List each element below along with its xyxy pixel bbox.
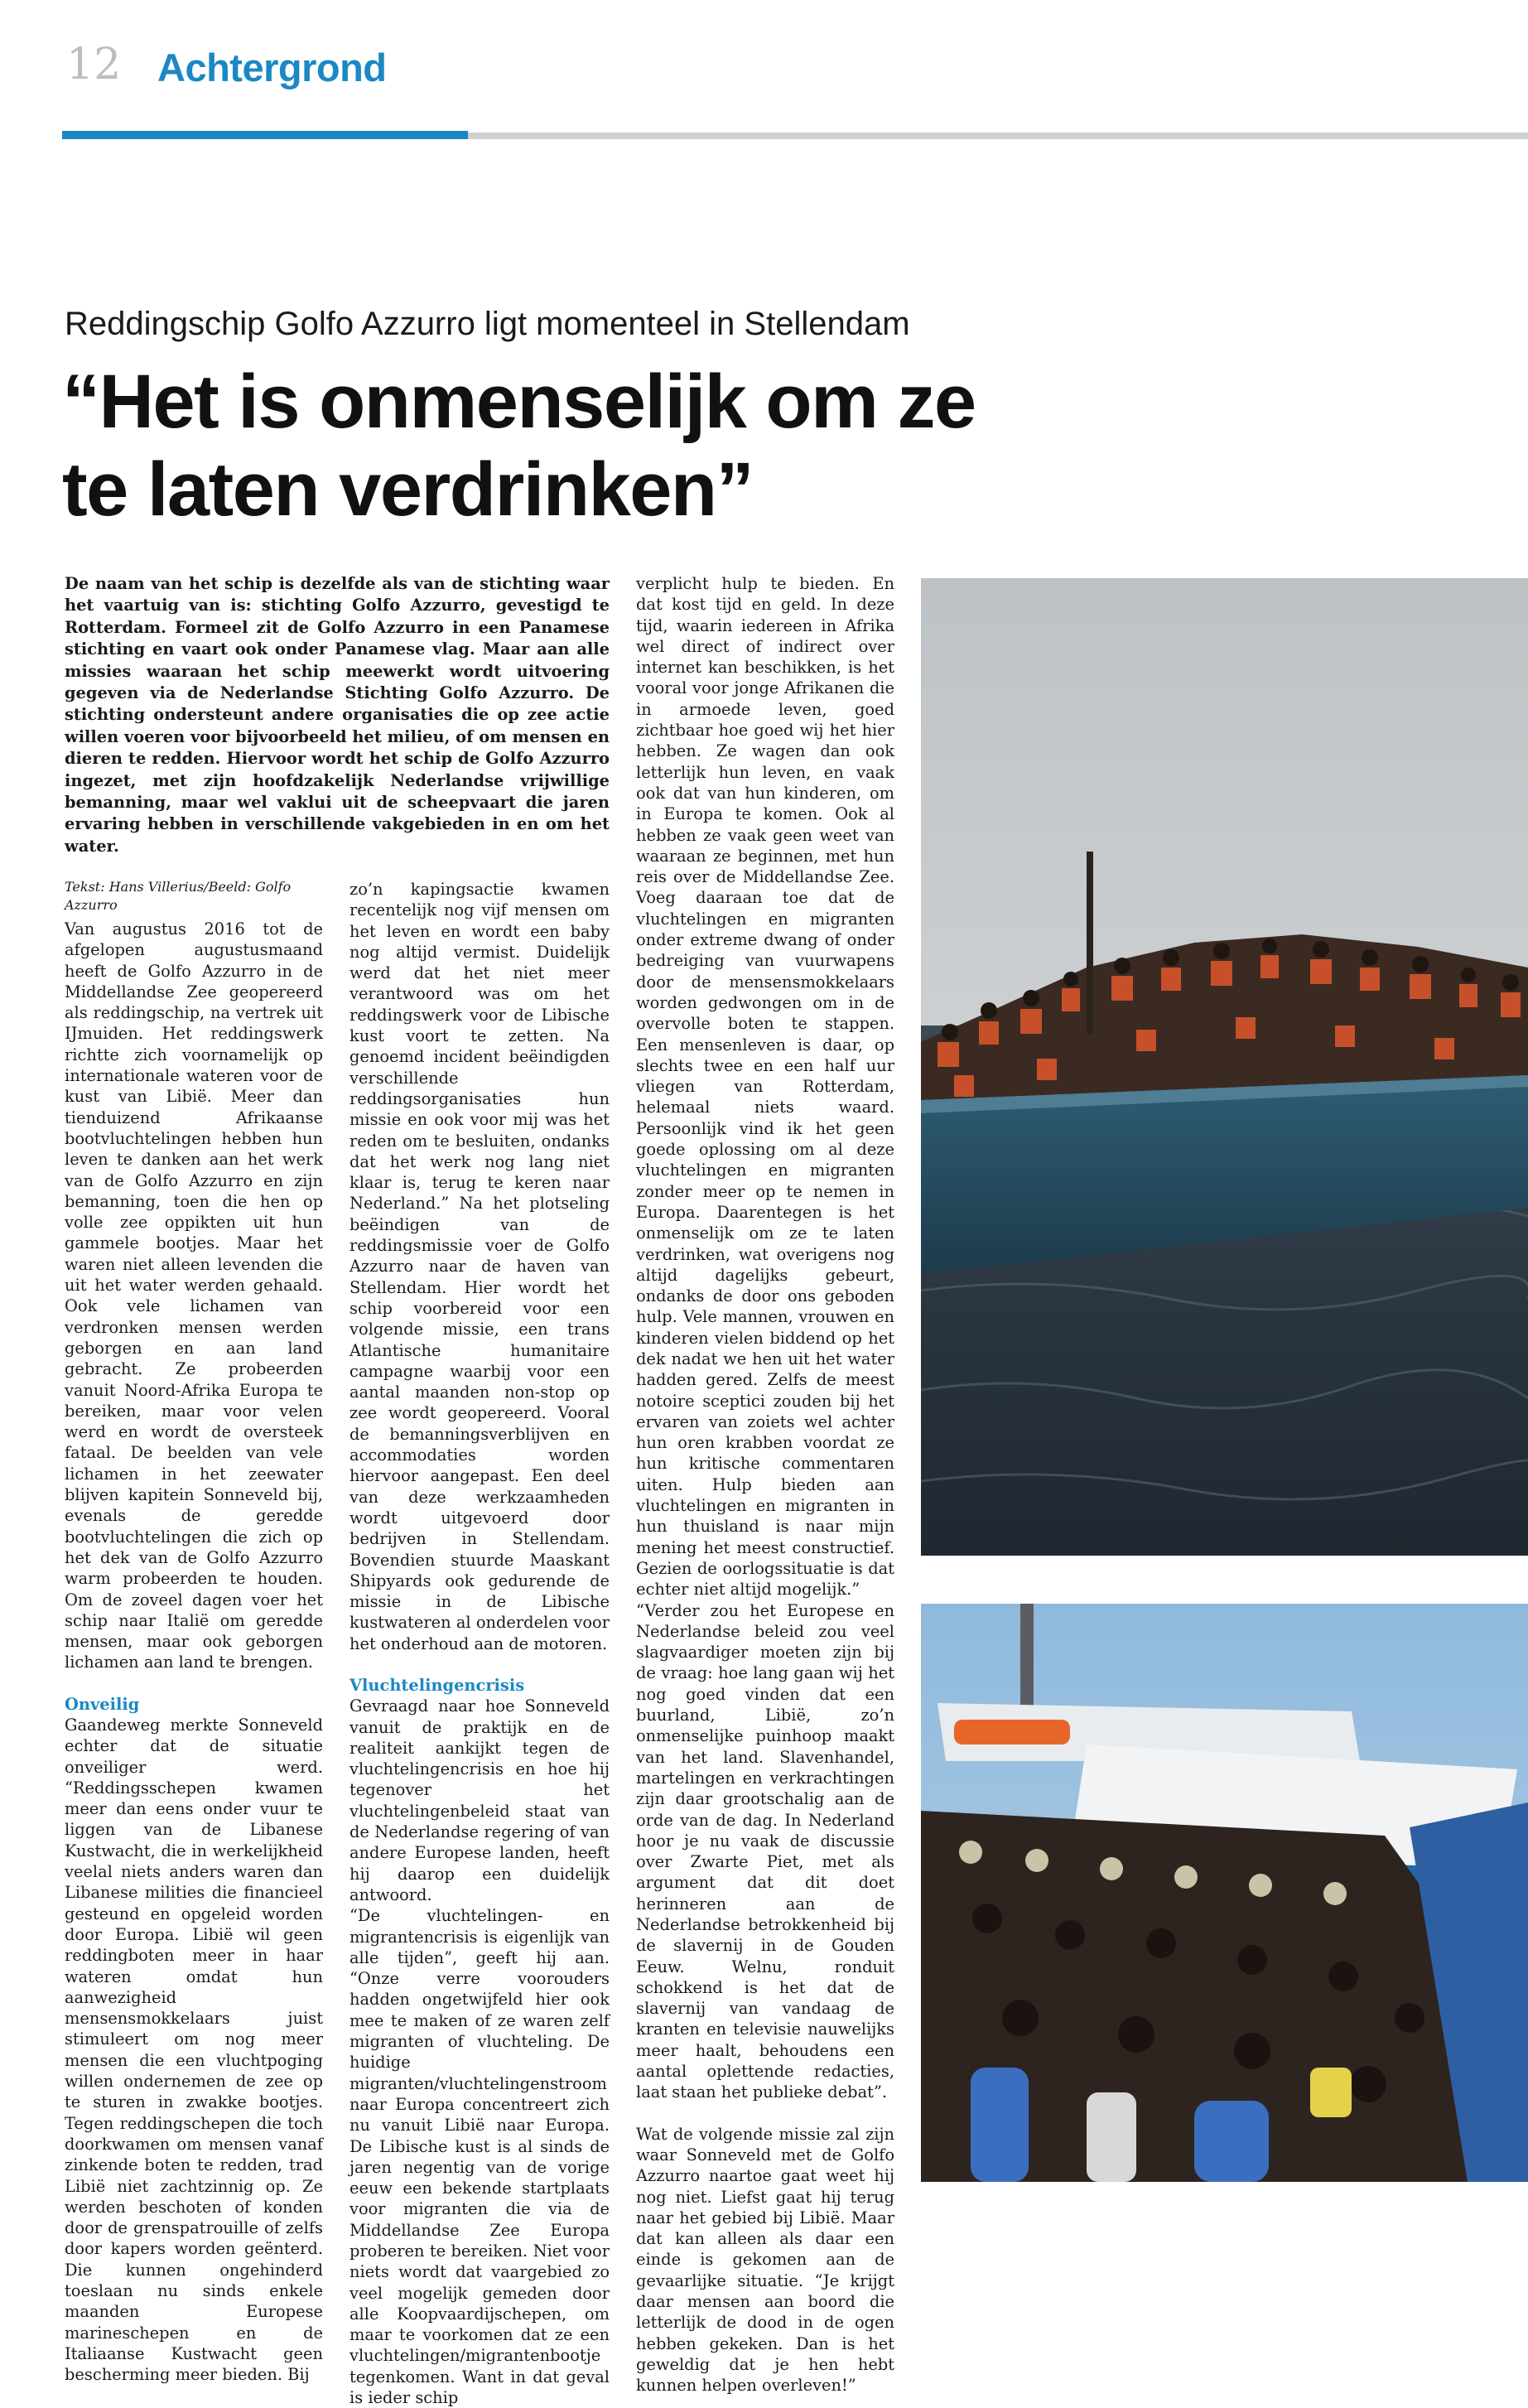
article-intro: De naam van het schip is dezelfde als van de stichting waar het vaartuig van is: stichting Golfo Azzurro, gevestigd te Rotterdam. Formeel zit de Golfo Azzurro in een Panamese stichting en vaart ook onder Panamese vlag. Maar aan alle missies waaraan het schip meewerkt wordt uitvoering gegeven via de Nederlandse Stichting Golfo Azzurro. De stichting ondersteunt andere organisaties die op zee actie willen voeren voor bijvoorbeeld het milieu, of om mensen en dieren te redden. Hiervoor wordt het schip de Golfo Azzurro ingezet, met zijn hoofdzakelijk Nederlandse vrijwillige bemanning, maar wel vaklui uit de scheepvaart die jaren ervaring hebben in verschillende vakgebieden in en om het water. — [65, 574, 610, 856]
section-title: Achtergrond — [157, 46, 387, 89]
text-column-2 — [349, 879, 610, 2408]
subheading-vluchtelingencrisis: Vluchtelingencrisis — [349, 1675, 525, 1695]
article-headline: “Het is onmenselijk om ze te laten verdrinken” — [62, 360, 976, 532]
photo-refugee-boat — [921, 578, 1528, 1556]
article-byline: Tekst: Hans Villerius/Beeld: Golfo Azzurro — [65, 879, 292, 913]
paragraph: “De vluchtelingen- en migrantencrisis is eigenlijk van alle tijden”, geeft hij aan. “Onze verre voorouders hadden ongetwijfeld hier ook mee te maken of ze waren zelf migranten of vluchteling. De huidige migranten/vluchtelingenstroom naar Europa concentreert zich nu vanuit Libië naar Europa. De Libische kust is al sinds de jaren negentig van de vorige eeuw een bekende startplaats voor migranten die via de Middellandse Zee Europa proberen te bereiken. Niet voor niets wordt dat vaargebied zo veel mogelijk gemeden door alle Koopvaardijschepen, om maar te voorkomen dat ze een vluchtelingen/migrantenbootje tegenkomen. Want in dat geval is ieder schip — [349, 1906, 610, 2408]
paragraph: Gevraagd naar hoe Sonneveld vanuit de praktijk en de realiteit aankijkt tegen de vluchtelingencrisis en hoe hij tegenover het vluchtelingenbeleid staat van de Nederlandse regering of van andere Europese landen, heeft hij daarop een duidelijk antwoord. — [349, 1696, 610, 1904]
paragraph: Van augustus 2016 tot de afgelopen augustusmaand heeft de Golfo Azzurro in de Middellandse Zee geopereerd als reddingschip, na vertrek uit IJmuiden. Het reddingswerk richtte zich voornamelijk op internationale wateren voor de kust van Libië. Meer dan tienduizend Afrikaanse bootvluchtelingen hebben hun leven te danken aan het werk van de Golfo Azzurro en zijn bemanning, toen die hen op volle zee oppikten uit hun gammele bootjes. Maar het waren niet alleen levenden die uit het water werden gehaald. Ook vele lichamen van verdronken mensen werden geborgen en aan land gebracht. Ze probeerden vanuit Noord-Afrika Europa te bereiken, maar voor velen werd en wordt de oversteek fataal. De beelden van vele lichamen in het zeewater blijven kapitein Sonneveld bij, evenals de geredde bootvluchtelingen die zich op het dek van de Golfo Azzurro warm probeerden te houden. Om de zoveel dagen voer het schip naar Italië om geredde mensen, maar ook geborgen lichamen aan land te brengen. — [65, 919, 323, 1672]
paragraph: zo’n kapingsactie kwamen recentelijk nog vijf mensen om het leven en wordt een baby nog altijd vermist. Duidelijk werd dat het niet meer verantwoord was om het reddingswerk voor de Libische kust voort te zetten. Na genoemd incident beëindigden verschillende reddingsorganisaties hun missie en ook voor mij was het reden om te besluiten, ondanks dat het werk nog lang niet klaar is, terug te keren naar Nederland.” Na het plotseling beëindigen van de reddingsmissie voer de Golfo Azzurro naar de haven van Stellendam. Hier wordt het schip voorbereid voor een volgende missie, een trans Atlantische humanitaire campagne waarbij voor een aantal maanden non-stop op zee wordt geopereerd. Vooral de bemanningsverblijven en accommodaties worden hiervoor aangepast. Een deel van deze werkzaamheden wordt uitgevoerd door bedrijven in Stellendam. Bovendien stuurde Maaskant Shipyards ook gedurende de missie in de Libische kustwateren al onderdelen voor het onderhoud aan de motoren. — [349, 880, 610, 1653]
paragraph: verplicht hulp te bieden. En dat kost tijd en geld. In deze tijd, waarin iedereen in Afrika wel direct of indirect over internet kan beschikken, is het vooral voor jonge Afrikanen die in armoede leven, goed zichtbaar hoe goed wij het hier hebben. Ze wagen dan ook letterlijk hun leven, en vaak ook dat van hun kinderen, om in Europa te komen. Ook al hebben ze vaak geen weet van waaraan ze beginnen, met hun reis over de Middellandse Zee. Voeg daaraan toe dat de vluchtelingen en migranten onder extreme dwang of onder bedreiging van vuurwapens door de mensensmokkelaars worden gedwongen om in de overvolle boten te stappen. Een mensenleven is daar, op slechts twee en een half uur vliegen van Rotterdam, helemaal niets waard. Persoonlijk vind ik het geen goede oplossing om al deze vluchtelingen en migranten zonder meer op te nemen in Europa. Daarentegen is het onmenselijk om ze te laten verdrinken, wat overigens nog altijd dagelijks gebeurt, ondanks de door ons geboden hulp. Vele mannen, vrouwen en kinderen vielen biddend op het dek nadat we hen uit het water hadden gered. Zelfs de meest notoire sceptici zouden bij het ervaren van zoiets wel achter hun oren krabben voordat ze hun kritische commentaren uiten. Hulp bieden aan vluchtelingen en migranten in hun thuisland is naar mijn mening het meest constructief. Gezien de oorlogssituatie is dat echter niet altijd mogelijk.” — [636, 574, 894, 1600]
text-column-1 — [65, 919, 323, 2385]
header-rule-accent — [62, 131, 468, 139]
article-kicker: Reddingschip Golfo Azzurro ligt momenteel in Stellendam — [65, 306, 910, 342]
paragraph: Gaandeweg merkte Sonneveld echter dat de situatie onveiliger werd. “Reddingsschepen kwamen meer dan eens onder vuur te liggen van de Libanese Kustwacht, die in werkelijkheid veelal niets anders waren dan Libanese milities die financieel gesteund en opgeleid worden door Europa. Libië wil geen reddingboten meer in haar wateren omdat hun aanwezigheid mensensmokkelaars juist stimuleert om nog meer mensen die een vluchtpoging willen ondernemen de zee op te sturen in zwakke bootjes. Tegen reddingschepen die toch doorkwamen om mensen vanaf zinkende boten te redden, trad Libië niet zachtzinnig op. Ze werden beschoten of konden door de grenspatrouille of zelfs door kapers worden geënterd. Die kunnen ongehinderd toeslaan nu sinds enkele maanden Europese marineschepen en de Italiaanse Kustwacht geen bescherming meer bieden. Bij — [65, 1715, 323, 2385]
text-column-3 — [636, 573, 894, 2396]
photo-rescue-deck — [921, 1604, 1528, 2182]
paragraph: Wat de volgende missie zal zijn waar Sonneveld met de Golfo Azzurro naartoe gaat weet hij nog niet. Liefst gaat hij terug naar het gebied bij Libië. Maar dat kan alleen als daar een einde is gekomen aan de gevaarlijke situatie. “Je krijgt daar mensen aan boord die letterlijk de dood in de ogen hebben gekeken. Dan is het geweldig dat je hen hebt kunnen helpen overleven!” — [636, 2124, 894, 2396]
paragraph: “Verder zou het Europese en Nederlandse beleid zou veel slagvaardiger moeten zijn bij de vraag: hoe lang gaan wij het nog goed vinden dat een buurland, Libië, zo’n onmenselijke puinhoop maakt van het land. Slavenhandel, martelingen en verkrachtingen zijn daar grootschalig aan de orde van de dag. In Nederland hoor je nu vaak de discussie over Zwarte Piet, met als argument dat dit doet herinneren aan de Nederlandse betrokkenheid bij de slavernij in de Gouden Eeuw. Welnu, ronduit schokkend is het dat de slavernij van vandaag de kranten en televisie nauwelijks meer haalt, behoudens een aantal oplettende redacties, laat staan het publieke debat”. — [636, 1600, 894, 2102]
page-number: 12 — [66, 40, 122, 89]
subheading-onveilig: Onveilig — [65, 1694, 140, 1714]
